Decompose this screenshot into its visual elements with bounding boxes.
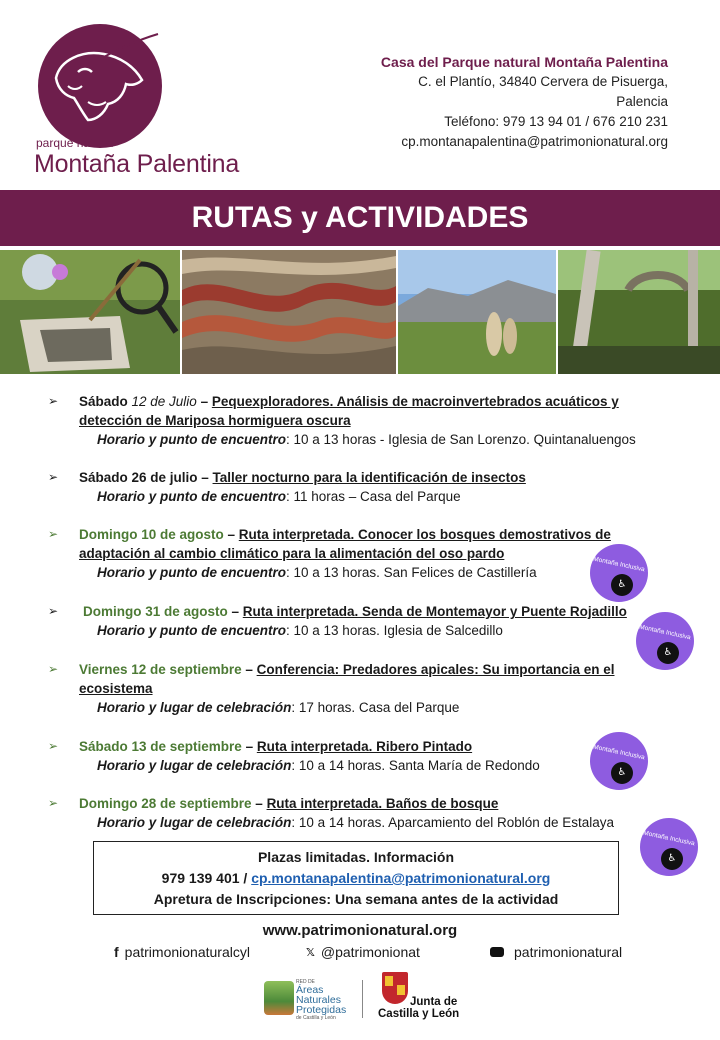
inclusive-badge: [590, 544, 648, 602]
junta-line2: Castilla y León: [378, 1008, 460, 1020]
logo-subtitle: parque natural: [36, 136, 114, 150]
photo-aquatic-net: [0, 250, 180, 374]
page-title-banner: RUTAS y ACTIVIDADES: [0, 190, 720, 246]
activity-title: Ruta interpretada. Baños de bosque: [266, 796, 499, 811]
info-box: [93, 841, 619, 915]
info-email-link[interactable]: cp.montanapalentina@patrimonionatural.org: [251, 870, 551, 886]
areas-landscape-icon: [264, 981, 294, 1015]
activity-date-italic: 12 de Julio: [131, 394, 197, 409]
schedule-label: Horario y lugar de celebración: [97, 815, 292, 830]
footer-divider: [362, 980, 363, 1018]
areas-subtitle: de Castilla y León: [296, 1015, 336, 1021]
activity-item: [48, 660, 688, 717]
social-x[interactable]: [306, 944, 420, 960]
activity-dash: –: [251, 796, 267, 811]
activity-item: [48, 602, 688, 640]
arrow-bullet-icon: ➢: [48, 394, 59, 408]
social-facebook[interactable]: [114, 944, 250, 960]
hiker-icon: ♿: [657, 642, 679, 664]
photo-forest-bridge: [558, 250, 720, 374]
activity-title-cont: ecosistema: [79, 681, 153, 696]
schedule-label: Horario y lugar de celebración: [97, 758, 292, 773]
activity-title: Taller nocturno para la identificación de insectos: [212, 470, 526, 485]
schedule-value: : 10 a 13 horas - Iglesia de San Lorenzo. Quintanaluengos: [286, 432, 636, 447]
activity-title-cont: detección de Mariposa hormiguera oscura: [79, 413, 351, 428]
activity-item: [48, 468, 688, 506]
activity-title: Ruta interpretada. Conocer los bosques demostrativos de: [238, 527, 611, 542]
social-youtube[interactable]: [490, 944, 622, 960]
contact-email[interactable]: cp.montanapalentina@patrimonionatural.org: [401, 134, 668, 149]
badge-text: Montaña Inclusiva: [638, 623, 692, 642]
arrow-bullet-icon: ➢: [48, 604, 59, 618]
contact-block: [381, 52, 668, 152]
activity-dash: –: [196, 394, 212, 409]
junta-logo: [378, 970, 468, 1024]
schedule-value: : 10 a 13 horas. San Felices de Castillería: [286, 565, 537, 580]
schedule-value: : 10 a 14 horas. Santa María de Redondo: [291, 758, 540, 773]
youtube-handle: patrimonionatural: [514, 944, 623, 960]
activity-title: Conferencia: Predadores apicales: Su importancia en el: [256, 662, 615, 677]
contact-address-line1: C. el Plantío, 34840 Cervera de Pisuerga,: [418, 74, 668, 89]
activity-dash: –: [227, 604, 243, 619]
activity-date: Sábado 26 de julio: [79, 470, 198, 485]
schedule-value: : 10 a 14 horas. Aparcamiento del Roblón de Estalaya: [291, 815, 615, 830]
areas-title: Áreas Naturales Protegidas: [296, 984, 347, 1016]
activity-dash: –: [241, 662, 257, 677]
arrow-bullet-icon: ➢: [48, 739, 59, 753]
activity-title: Ruta interpretada. Ribero Pintado: [256, 739, 473, 754]
activity-date: Sábado: [79, 394, 132, 409]
youtube-icon: [490, 947, 504, 957]
activity-date: Sábado 13 de septiembre: [79, 739, 242, 754]
inclusive-badge: [640, 818, 698, 876]
schedule-label: Horario y punto de encuentro: [97, 565, 287, 580]
activity-title: Ruta interpretada. Senda de Montemayor y Puente Rojadillo: [242, 604, 627, 619]
activity-item: [48, 392, 688, 449]
inclusive-badge: [590, 732, 648, 790]
schedule-label: Horario y punto de encuentro: [97, 623, 287, 638]
areas-small-text: RED DE: [296, 979, 315, 985]
activity-date: Domingo 28 de septiembre: [79, 796, 252, 811]
arrow-bullet-icon: ➢: [48, 662, 59, 676]
schedule-value: : 11 horas – Casa del Parque: [286, 489, 461, 504]
logo-title: Montaña Palentina: [34, 150, 240, 178]
inclusive-badge: [636, 612, 694, 670]
areas-naturales-logo: [262, 975, 362, 1023]
info-line1: Plazas limitadas. Información: [257, 849, 455, 865]
schedule-label: Horario y lugar de celebración: [97, 700, 292, 715]
contact-phone: Teléfono: 979 13 94 01 / 676 210 231: [444, 114, 668, 129]
activity-title: Pequexploradores. Análisis de macroinvertebrados acuáticos y: [211, 394, 619, 409]
x-icon: 𝕏: [306, 946, 315, 959]
schedule-label: Horario y punto de encuentro: [97, 489, 287, 504]
badge-text: Montaña Inclusiva: [592, 555, 646, 574]
schedule-label: Horario y punto de encuentro: [97, 432, 287, 447]
facebook-handle: patrimonionaturalcyl: [124, 944, 250, 960]
badge-text: Montaña Inclusiva: [642, 829, 696, 848]
photo-rock-strata: [182, 250, 396, 374]
schedule-value: : 17 horas. Casa del Parque: [291, 700, 460, 715]
park-logo: [30, 24, 260, 184]
activity-date: Viernes 12 de septiembre: [79, 662, 242, 677]
website-link[interactable]: www.patrimonionatural.org: [262, 922, 458, 939]
activity-dash: –: [241, 739, 257, 754]
arrow-bullet-icon: ➢: [48, 470, 59, 484]
contact-address-line2: Palencia: [616, 94, 668, 109]
activity-item: [48, 794, 688, 832]
arrow-bullet-icon: ➢: [48, 527, 59, 541]
hiker-icon: ♿: [611, 762, 633, 784]
hiker-icon: ♿: [661, 848, 683, 870]
contact-title: Casa del Parque natural Montaña Palentina: [380, 54, 668, 70]
shield-icon: [382, 972, 408, 1004]
x-handle: @patrimonionat: [320, 944, 420, 960]
activity-title-cont: adaptación al cambio climático para la alimentación del oso pardo: [79, 546, 505, 561]
hiker-icon: ♿: [611, 574, 633, 596]
facebook-icon: f: [114, 944, 119, 960]
photo-strip: [0, 250, 720, 374]
activity-date: Domingo 31 de agosto: [83, 604, 228, 619]
junta-line1: Junta de: [410, 996, 458, 1008]
photo-mountain-statues: [398, 250, 556, 374]
activity-dash: –: [197, 470, 213, 485]
info-phone: 979 139 401 /: [161, 870, 252, 886]
logo-horn-icon: [100, 30, 160, 60]
activity-date: Domingo 10 de agosto: [79, 527, 224, 542]
badge-text: Montaña Inclusiva: [592, 743, 646, 762]
schedule-value: : 10 a 13 horas. Iglesia de Salcedillo: [286, 623, 503, 638]
info-line3: Apretura de Inscripciones: Una semana antes de la actividad: [153, 891, 559, 907]
activity-dash: –: [223, 527, 239, 542]
arrow-bullet-icon: ➢: [48, 796, 59, 810]
